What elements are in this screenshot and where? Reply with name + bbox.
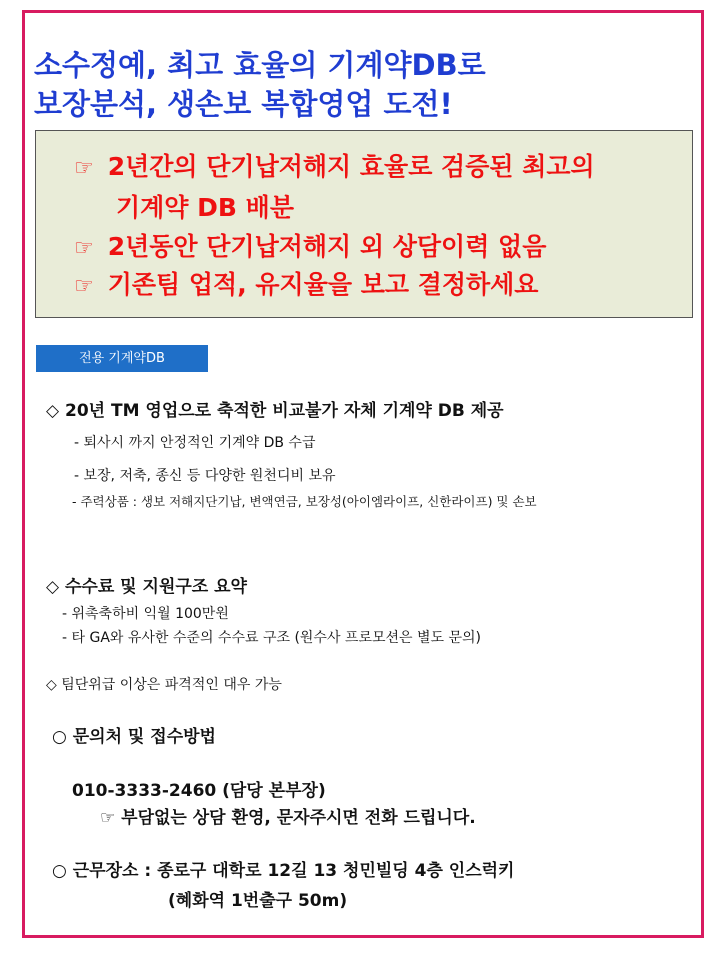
highlight-item-1 bbox=[74, 147, 595, 183]
pointing-hand-icon: ☞ bbox=[74, 274, 94, 299]
contact-note: ☞ 부담없는 상담 환영, 문자주시면 전화 드립니다. bbox=[100, 808, 476, 828]
headline-line2: 보장분석, 생손보 복합영업 도전! bbox=[34, 87, 453, 121]
fee-bullet-1: - 위촉축하비 익월 100만원 bbox=[62, 606, 229, 622]
fee-bullet-2: - 타 GA와 유사한 수준의 수수료 구조 (원수사 프로모션은 별도 문의) bbox=[62, 630, 482, 646]
contact-heading: ○ 문의처 및 접수방법 bbox=[52, 727, 216, 747]
team-note: ◇ 팀단위급 이상은 파격적인 대우 가능 bbox=[46, 677, 282, 693]
location-directions: (혜화역 1번출구 50m) bbox=[168, 891, 348, 911]
db-bullet-2: - 보장, 저축, 종신 등 다양한 원천디비 보유 bbox=[74, 468, 336, 484]
highlight-item-3-text: 기존팀 업적, 유지율을 보고 결정하세요 bbox=[107, 270, 539, 299]
headline-line1: 소수정예, 최고 효율의 기계약DB로 bbox=[34, 48, 486, 82]
pointing-hand-icon: ☞ bbox=[74, 236, 94, 261]
highlight-item-2 bbox=[74, 227, 546, 263]
highlight-item-2-text: 2년동안 단기납저해지 외 상담이력 없음 bbox=[107, 232, 547, 261]
headline bbox=[34, 46, 486, 124]
pointing-hand-icon: ☞ bbox=[74, 156, 94, 181]
highlight-item-3 bbox=[74, 265, 538, 301]
highlight-item-1-cont: 기계약 DB 배분 bbox=[116, 193, 294, 222]
db-section-heading: ◇ 20년 TM 영업으로 축적한 비교불가 자체 기계약 DB 제공 bbox=[46, 401, 504, 421]
section-badge: 전용 기계약DB bbox=[36, 345, 208, 372]
db-bullet-3: - 주력상품 : 생보 저해지단기납, 변액연금, 보장성(아이엠라이프, 신한라이프) 및 손보 bbox=[72, 494, 537, 509]
db-bullet-1: - 퇴사시 까지 안정적인 기계약 DB 수급 bbox=[74, 435, 316, 451]
location-line: ○ 근무장소 : 종로구 대학로 12길 13 청민빌딩 4층 인스럭키 bbox=[52, 861, 515, 881]
fee-section-heading: ◇ 수수료 및 지원구조 요약 bbox=[46, 577, 247, 597]
contact-phone: 010-3333-2460 (담당 본부장) bbox=[72, 781, 326, 801]
highlight-box bbox=[35, 130, 693, 318]
highlight-item-1-text: 2년간의 단기납저해지 효율로 검증된 최고의 bbox=[107, 152, 595, 181]
